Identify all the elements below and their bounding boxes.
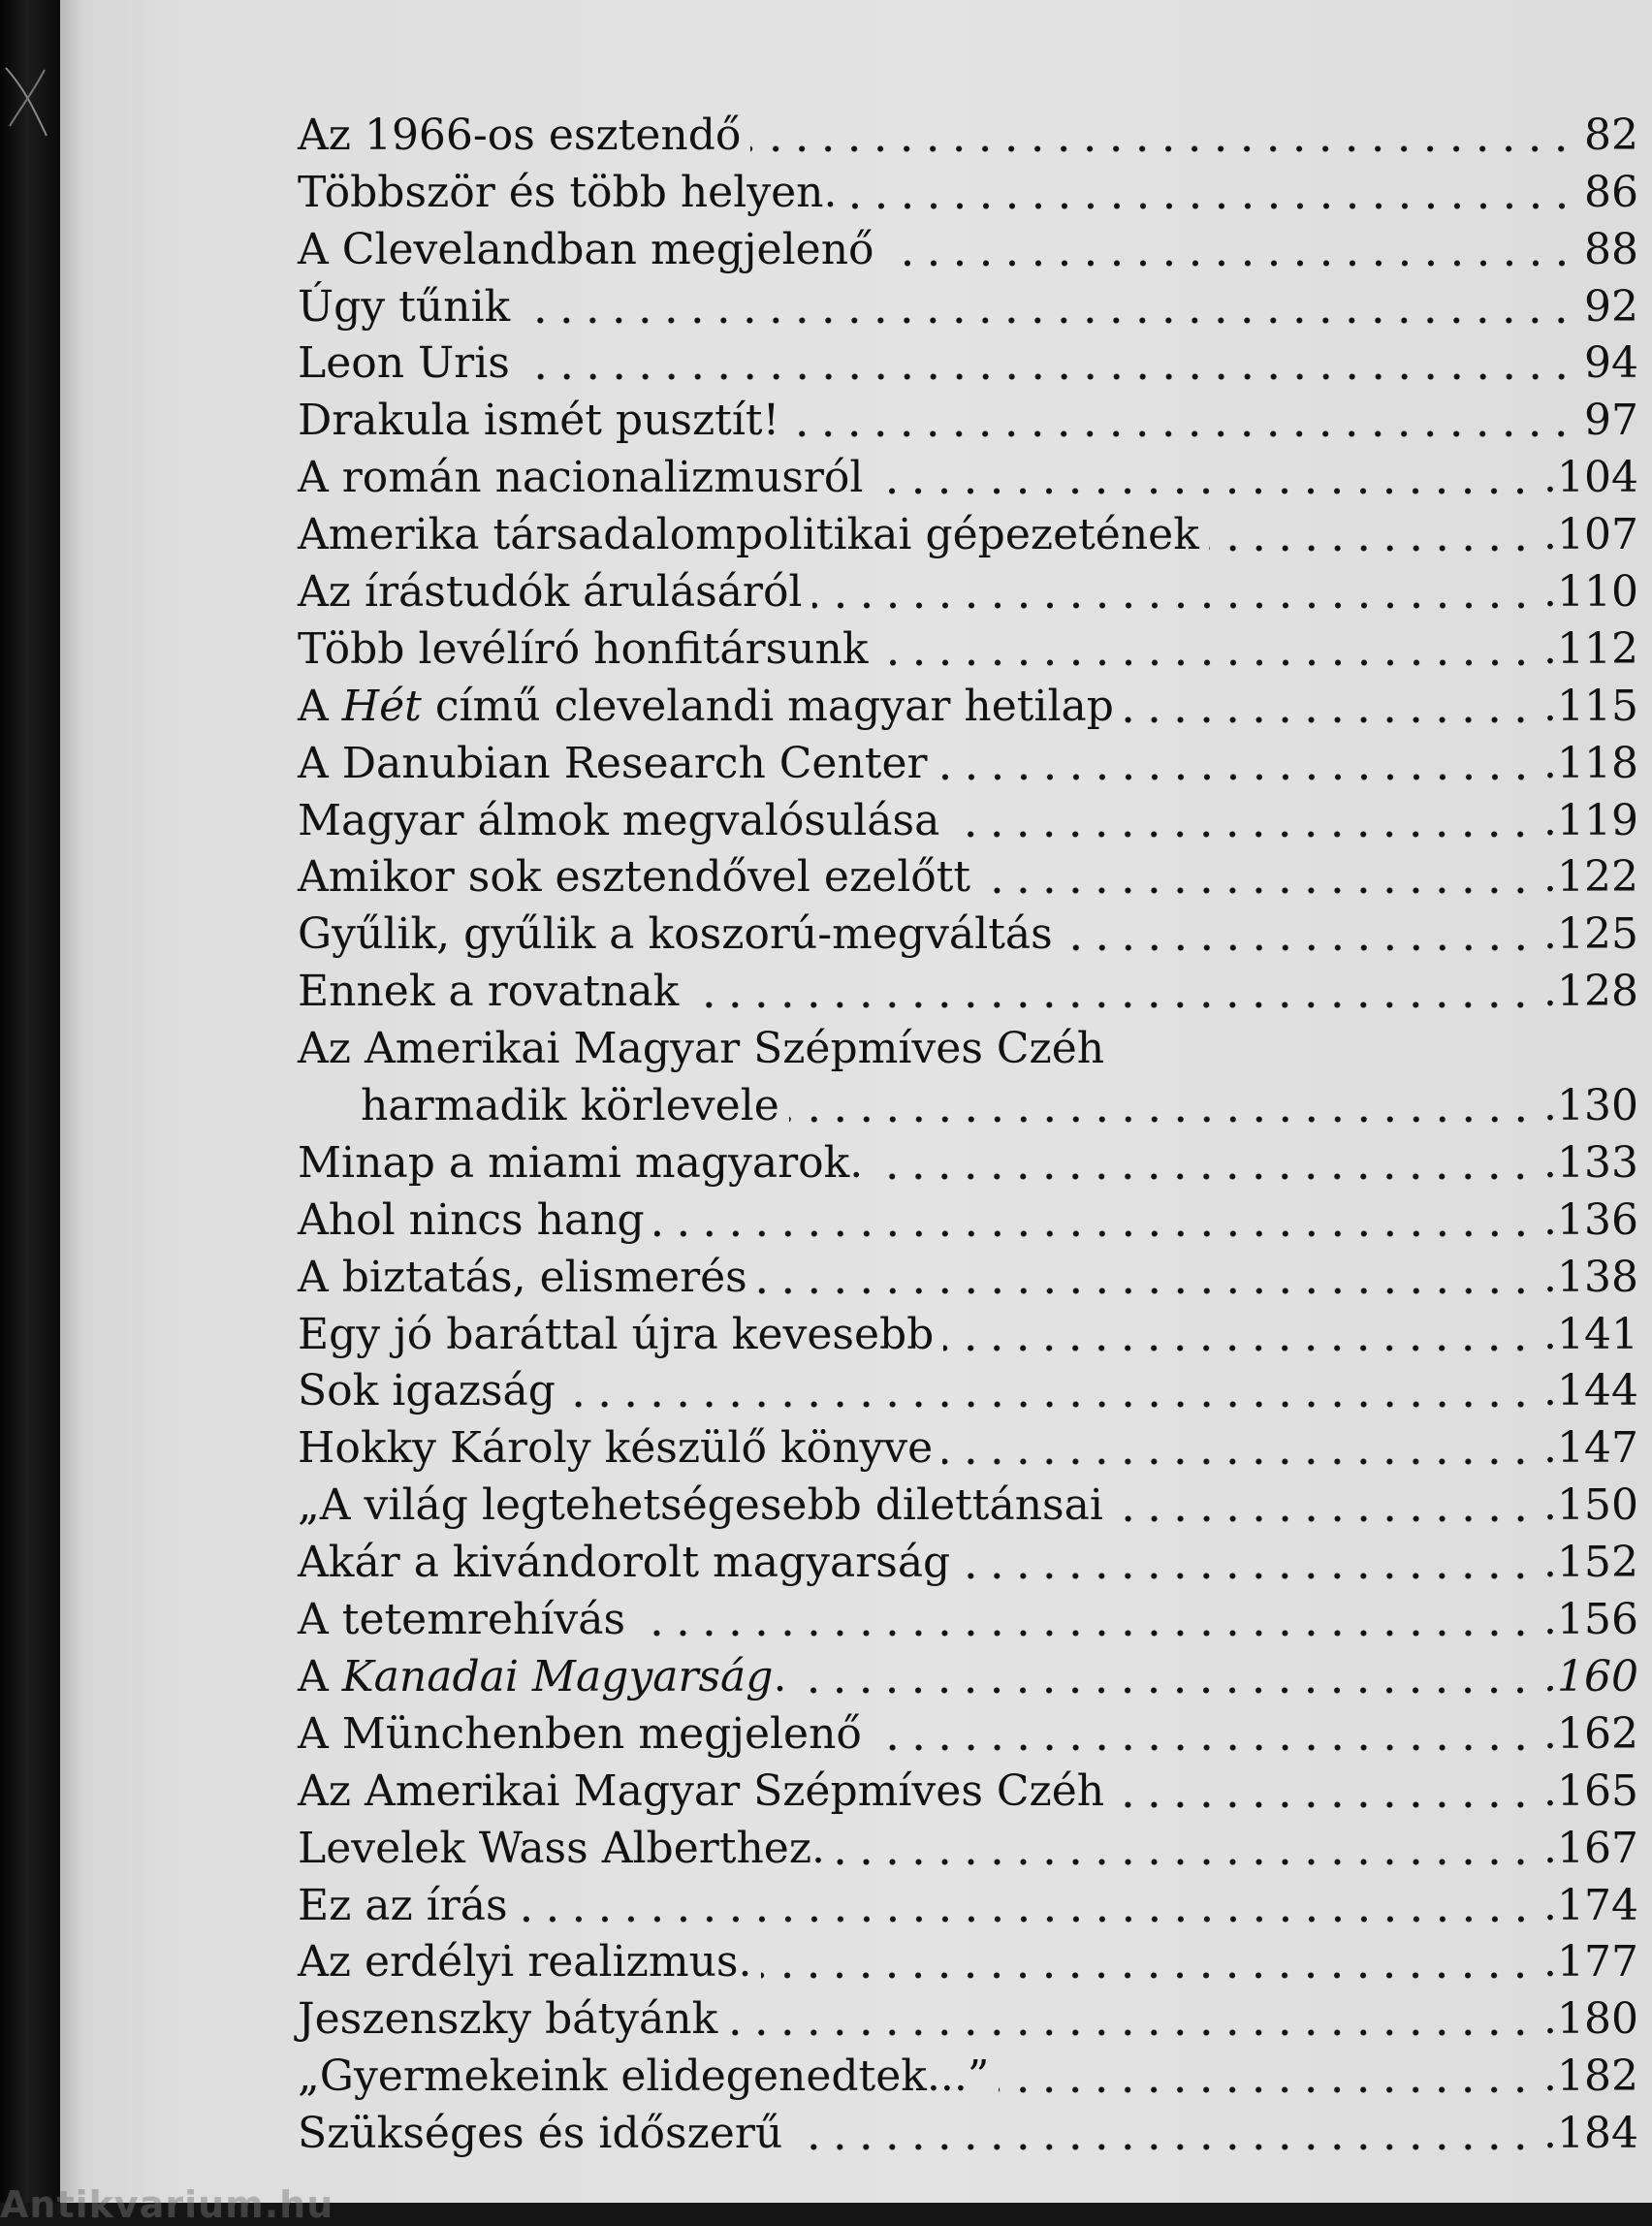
dot-leader [518,1881,1543,1931]
dot-leader [792,2109,1543,2159]
toc-entry-page: .182 [1543,2051,1638,2102]
toc-entry-title: Az 1966-os esztendő [298,110,742,160]
dot-leader [761,1937,1543,1988]
toc-entry-page: .162 [1543,1708,1638,1759]
toc-entry-first-line [298,1017,1638,1074]
toc-entry-page: .136 [1543,1194,1638,1245]
dot-leader [942,1423,1543,1474]
toc-entry-title: Ennek a rovatnak [298,967,680,1017]
toc-entry-page: .128 [1543,967,1638,1017]
dot-leader [654,1195,1543,1246]
toc-entry-page: .160 [1543,1651,1638,1701]
table-of-contents [298,104,1638,2159]
toc-entry-page: .125 [1543,909,1638,960]
dot-leader [980,852,1543,903]
dot-leader [937,739,1543,789]
toc-entry [298,104,1638,161]
dot-leader [878,624,1544,675]
toc-entry [298,503,1638,560]
dot-leader [943,1310,1543,1360]
toc-entry [298,1931,1638,1988]
toc-entry-title: Jeszenszky bátyánk [298,1994,718,2045]
toc-entry-title [298,682,1124,732]
toc-entry [298,275,1638,333]
toc-entry-page: .138 [1543,1252,1638,1302]
title-part: A [298,1651,342,1701]
dot-leader [960,1538,1543,1588]
toc-entry-title: Az írástudók árulásáról [298,567,803,618]
dot-leader [835,1824,1543,1874]
dot-leader [520,338,1584,389]
toc-entry-page: .144 [1543,1366,1638,1416]
toc-entry-title: Levelek Wass Alberthez. [298,1823,826,1873]
dot-leader [520,282,1584,333]
toc-entry [298,1817,1638,1874]
dot-leader [873,453,1543,503]
toc-entry [298,333,1638,390]
toc-entry [298,1360,1638,1417]
toc-entry-page: .184 [1543,2109,1638,2159]
toc-entry-title: „A világ legtehetségesebb dilettánsai [298,1480,1103,1531]
title-part: című clevelandi magyar hetilap [421,681,1114,731]
toc-entry [298,1416,1638,1474]
toc-entry-title: Az Amerikai Magyar Szépmíves Czéh [298,1765,1105,1816]
toc-entry [298,389,1638,446]
dot-leader [1113,1480,1543,1531]
toc-entry [298,1189,1638,1246]
dot-leader [789,1081,1543,1131]
dot-leader [1124,682,1543,732]
toc-entry [298,560,1638,618]
toc-entry [298,1131,1638,1189]
toc-entry-title: „Gyermekeink elidegenedtek...” [298,2051,990,2102]
toc-entry [298,789,1638,846]
toc-entry-continuation [298,1074,1638,1131]
toc-entry [298,2102,1638,2159]
toc-entry [298,960,1638,1017]
toc-entry [298,1874,1638,1931]
dot-leader [757,1253,1543,1303]
toc-entry-page: 88 [1584,224,1638,274]
toc-entry-title: Magyar álmok megvalósulása [298,795,940,845]
toc-entry [298,1702,1638,1760]
toc-entry-title: Ahol nincs hang [298,1194,645,1245]
toc-entry [298,2045,1638,2102]
toc-entry-page: .152 [1543,1538,1638,1588]
toc-entry-title: Hokky Károly készülő könyve [298,1423,934,1474]
toc-entry-page: .118 [1543,738,1638,788]
toc-entry [298,903,1638,960]
toc-entry-title: A Clevelandban megjelenő [298,224,874,274]
dot-leader [872,1709,1543,1760]
dot-leader [949,796,1543,846]
toc-entry-page: .119 [1543,795,1638,845]
toc-entry-page: .150 [1543,1480,1638,1531]
toc-entry [298,1988,1638,2045]
toc-entry-page: .115 [1543,681,1638,731]
toc-entry-page: .130 [1543,1081,1638,1131]
toc-entry-page: .167 [1543,1823,1638,1873]
toc-entry-page: 86 [1584,167,1638,217]
toc-entry-page: 97 [1584,396,1638,446]
toc-entry-page: .104 [1543,453,1638,503]
toc-entry-title: Az erdélyi realizmus. [298,1937,752,1988]
toc-entry-page: .174 [1543,1880,1638,1930]
toc-entry-page: .141 [1543,1309,1638,1359]
toc-entry-page: .165 [1543,1765,1638,1816]
toc-entry-title: Sok igazság [298,1366,556,1416]
toc-entry-page: .147 [1543,1423,1638,1474]
dot-leader [812,567,1544,618]
toc-entry [298,618,1638,675]
title-italic-part: Hét [341,681,422,731]
toc-entry-title: A Münchenben megjelenő [298,1708,862,1759]
toc-entry-title: A Danubian Research Center [298,738,928,788]
toc-entry [298,675,1638,732]
toc-entry-title: Minap a miami magyarok. [298,1137,864,1188]
toc-entry-title-line2: harmadik körlevele [361,1081,779,1131]
toc-entry [298,732,1638,789]
dot-leader [1209,510,1543,560]
toc-entry-title: A román nacionalizmusról [298,453,864,503]
toc-entry-page: .177 [1543,1937,1638,1988]
dot-leader [873,1138,1543,1189]
dot-leader [565,1366,1543,1416]
toc-entry [298,1588,1638,1645]
dot-leader [750,111,1584,161]
title-part: A [298,681,342,731]
toc-entry [298,446,1638,503]
toc-entry-page: .112 [1543,623,1638,674]
toc-entry-page: .110 [1543,567,1638,618]
toc-entry-title: Ez az írás [298,1880,508,1930]
toc-entry [298,1645,1638,1702]
toc-entry-page: .107 [1543,510,1638,560]
toc-entry [298,1246,1638,1303]
toc-entry [298,846,1638,904]
toc-entry-title: Egy jó baráttal újra kevesebb [298,1309,935,1359]
dot-leader [1063,909,1543,960]
toc-entry-page: 92 [1584,281,1638,332]
dot-leader [999,2051,1543,2102]
toc-entry-title: Drakula ismét pusztít! [298,396,780,446]
toc-entry-title [298,1652,796,1702]
dot-leader [1114,1766,1543,1817]
toc-entry-title: Több levélíró honfitársunk [298,623,869,674]
toc-entry-page: .180 [1543,1994,1638,2045]
toc-entry-title: A tetemrehívás [298,1595,626,1645]
toc-entry-title: Amerika társadalompolitikai gépezetének [298,510,1199,560]
toc-entry-title: Amikor sok esztendővel ezelőtt [298,852,971,903]
toc-entry-title: Akár a kivándorolt magyarság [298,1538,951,1588]
toc-entry-title: Úgy tűnik [298,281,511,332]
toc-entry-title: Gyűlik, gyűlik a koszorú-megváltás [298,909,1053,960]
toc-entry-page: 94 [1584,338,1638,389]
toc-entry [298,1531,1638,1588]
toc-entry-title: Az Amerikai Magyar Szépmíves Czéh [298,1024,1105,1074]
title-part: . [773,1651,787,1701]
dot-leader [847,168,1584,218]
book-spine [0,0,60,2203]
dot-leader [796,1652,1543,1702]
dot-leader [884,225,1584,275]
toc-entry-page: .156 [1543,1595,1638,1645]
toc-entry [298,1474,1638,1531]
toc-entry [298,1760,1638,1817]
dot-leader [635,1595,1543,1645]
title-italic-part: Kanadai Magyarság [341,1651,774,1701]
toc-entry-page: .122 [1543,852,1638,903]
toc-entry-title: Szükséges és időszerű [298,2109,783,2159]
toc-entry [298,161,1638,218]
dot-leader [789,396,1584,446]
toc-entry-page: .133 [1543,1137,1638,1188]
watermark-text: Antikvarium.hu [0,2183,334,2226]
toc-entry-title: Leon Uris [298,338,510,389]
toc-entry-title: Többször és több helyen. [298,167,838,217]
toc-entry [298,218,1638,275]
watermark [0,2181,407,2226]
binding-thread-icon [4,58,48,145]
toc-entry-page: 82 [1584,110,1638,160]
dot-leader [688,967,1543,1017]
toc-entry [298,1303,1638,1360]
toc-entry-title: A biztatás, elismerés [298,1252,747,1302]
dot-leader [727,1994,1543,2045]
book-page [60,0,1652,2203]
